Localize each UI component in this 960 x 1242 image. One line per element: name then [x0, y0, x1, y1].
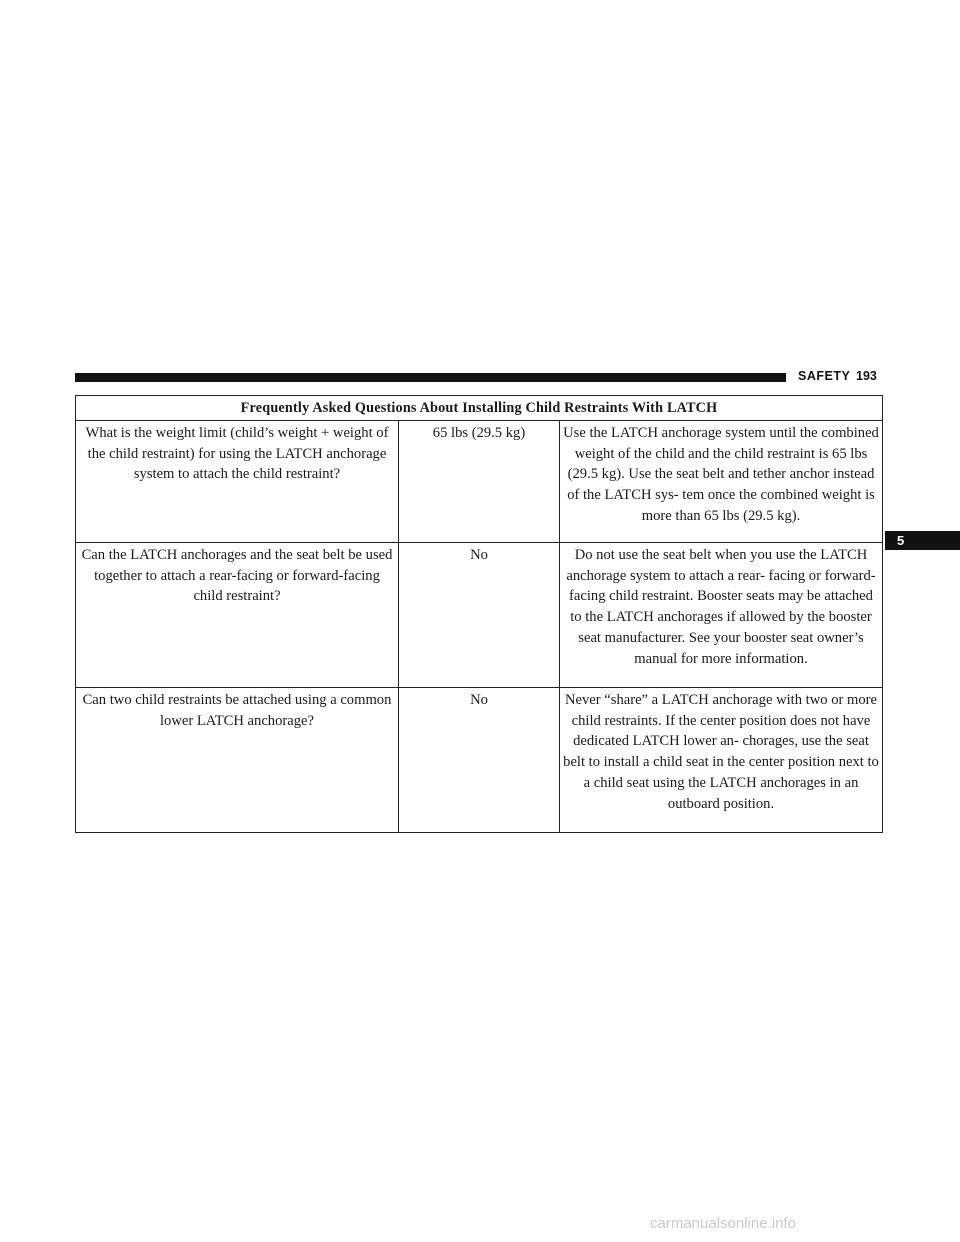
- table-title: Frequently Asked Questions About Installing Child Restraints With LATCH: [76, 396, 883, 421]
- site-watermark: carmanualsonline.info: [650, 1215, 796, 1232]
- header-rule: [75, 373, 786, 382]
- question-cell: Can two child restraints be attached using a common lower LATCH anchorage?: [76, 687, 399, 832]
- detail-cell: Use the LATCH anchorage system until the combined weight of the child and the child restraint is 65 lbs (29.5 kg). Use the seat belt and tether anchor instead of the LATCH sys- tem once the combined weight is more than 65 lbs (29.5 kg).: [560, 420, 883, 542]
- table-row: [76, 420, 883, 542]
- table-row: [76, 687, 883, 832]
- table-header-row: [76, 396, 883, 421]
- answer-cell: No: [399, 542, 560, 687]
- page-number: 193: [856, 369, 877, 383]
- answer-cell: No: [399, 687, 560, 832]
- table-row: [76, 542, 883, 687]
- question-cell: Can the LATCH anchorages and the seat belt be used together to attach a rear-facing or forward-facing child restraint?: [76, 542, 399, 687]
- question-cell: What is the weight limit (child’s weight + weight of the child restraint) for using the LATCH anchorage system to attach the child restraint?: [76, 420, 399, 542]
- answer-cell: 65 lbs (29.5 kg): [399, 420, 560, 542]
- detail-cell: Never “share” a LATCH anchorage with two or more child restraints. If the center position does not have dedicated LATCH lower an- chorages, use the seat belt to install a child seat in the center position next to a child seat using the LATCH anchorages in an outboard position.: [560, 687, 883, 832]
- detail-cell: Do not use the seat belt when you use the LATCH anchorage system to attach a rear- facing or forward-facing child restraint. Booster seats may be attached to the LATCH anchorages if allowed by the booster seat manufacturer. See your booster seat owner’s manual for more information.: [560, 542, 883, 687]
- latch-faq-table: [75, 395, 883, 833]
- chapter-tab: 5: [885, 531, 960, 550]
- section-title: SAFETY: [798, 369, 851, 383]
